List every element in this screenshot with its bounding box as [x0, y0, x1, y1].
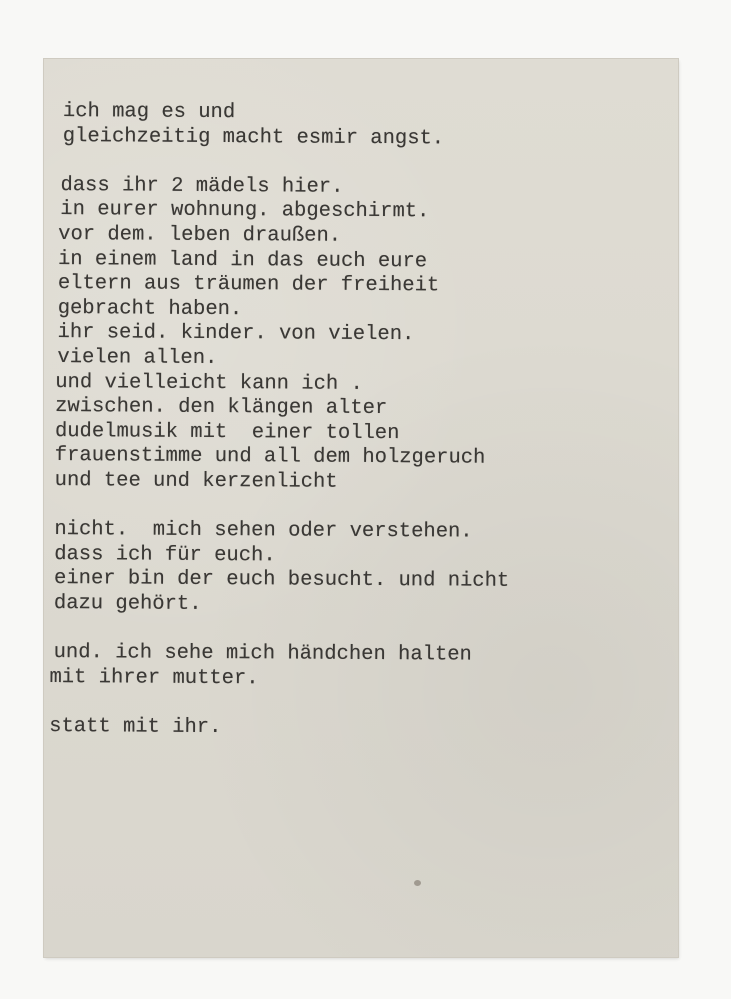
stanza-gap — [50, 616, 625, 644]
poem-line: einer bin der euch besucht. und nicht — [54, 567, 510, 594]
poem-line: mit ihrer mutter. — [49, 665, 259, 690]
poem-line: statt mit ihr. — [49, 714, 222, 739]
poem-line: und vielleicht kann ich . — [55, 370, 363, 396]
poem-line: dass ihr 2 mädels hier. — [60, 173, 344, 199]
poem-line: dudelmusik mit einer tollen — [54, 419, 400, 445]
poem-line: eltern aus träumen der freiheit — [57, 272, 440, 298]
stanza-gap — [50, 493, 625, 521]
poem-line: gebracht haben. — [57, 296, 243, 321]
poem-line: zwischen. den klängen alter — [55, 395, 388, 421]
paper-speck — [414, 880, 421, 886]
poem-line: gleichzeitig macht esmir angst. — [62, 124, 445, 150]
stanza-gap — [53, 149, 628, 177]
poem-line: frauenstimme und all dem holzgeruch — [54, 444, 486, 470]
poem-line: in einem land in das euch eure — [57, 247, 428, 273]
poem-line: vielen allen. — [57, 345, 218, 370]
poem-line: in eurer wohnung. abgeschirmt. — [60, 198, 430, 224]
poem-line: dazu gehört. — [53, 591, 202, 616]
poem-line: vor dem. leben draußen. — [58, 223, 342, 248]
stanza-gap — [49, 690, 624, 718]
poem-line: und. ich sehe mich händchen halten — [53, 641, 472, 667]
poem-line: ihr seid. kinder. von vielen. — [57, 321, 415, 347]
poem-line: dass ich für euch. — [54, 542, 276, 568]
poem-line: ich mag es und — [62, 100, 236, 125]
typewritten-poem — [49, 100, 628, 743]
poem-line: nicht. mich sehen oder verstehen. — [54, 518, 473, 544]
poem-line: und tee und kerzenlicht — [54, 468, 338, 494]
